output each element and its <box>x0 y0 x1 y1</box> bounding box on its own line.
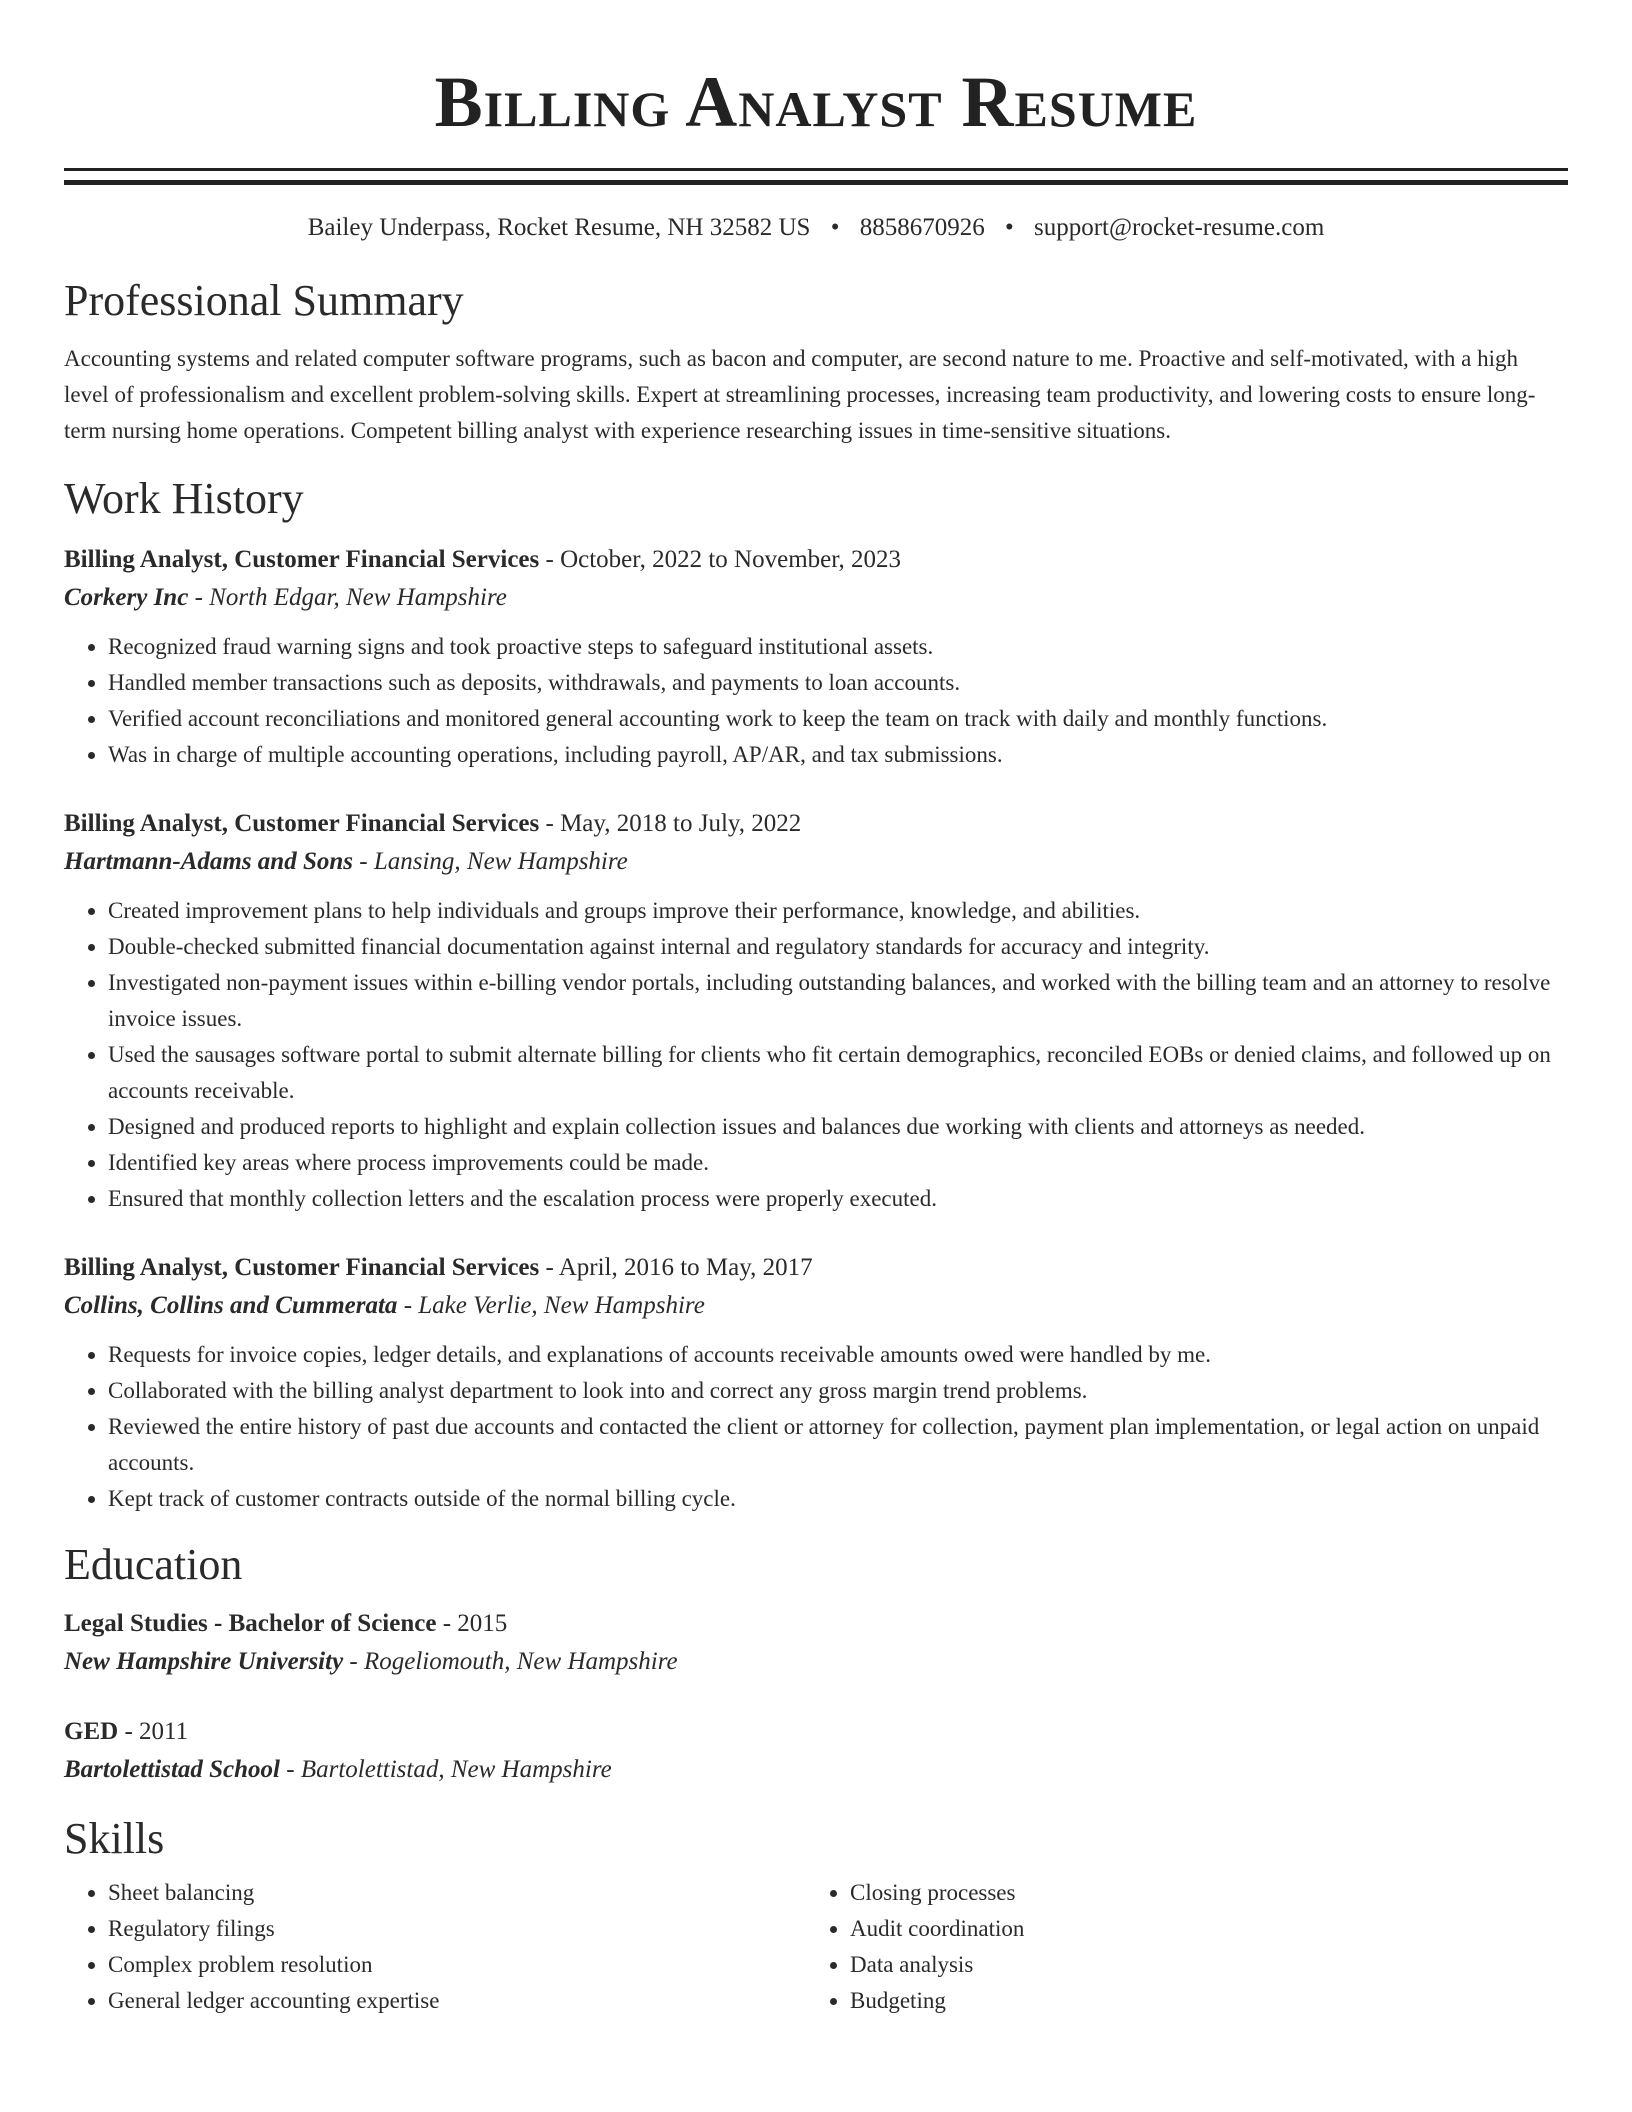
education-degree-line <box>64 1605 1568 1643</box>
title-double-rule <box>64 168 1568 185</box>
education-entry <box>64 1713 1568 1789</box>
job-bullets <box>64 1337 1568 1517</box>
education-year: - 2015 <box>436 1610 508 1637</box>
job-bullet: • Ensured that monthly collection letters and the escalation process were properly executed. <box>108 1181 1568 1217</box>
bullet-separator: • <box>1004 214 1014 241</box>
job-location: - North Edgar, New Hampshire <box>188 584 507 611</box>
job-entry <box>64 1249 1568 1517</box>
job-bullet: • Handled member transactions such as deposits, withdrawals, and payments to loan accounts. <box>108 665 1568 701</box>
skills-column-left <box>64 1875 806 2019</box>
section-heading-summary: Professional Summary <box>64 276 464 325</box>
skills-list <box>64 1875 806 2019</box>
job-company-line <box>64 579 1568 617</box>
job-bullet: • Used the sausages software portal to submit alternate billing for clients who fit certain demographics, reconciled EOBs or denied claims, and followed up on accounts receivable. <box>108 1037 1568 1109</box>
job-bullet: • Collaborated with the billing analyst department to look into and correct any gross margin trend problems. <box>108 1373 1568 1409</box>
section-heading-education: Education <box>64 1540 243 1589</box>
education-location: - Rogeliomouth, New Hampshire <box>343 1648 678 1675</box>
job-dates: - October, 2022 to November, 2023 <box>539 546 902 573</box>
job-dates: - May, 2018 to July, 2022 <box>539 810 802 837</box>
education-school: New Hampshire University <box>64 1648 344 1675</box>
job-bullet: • Designed and produced reports to highlight and explain collection issues and balances due working with clients and attorneys as needed. <box>108 1109 1568 1145</box>
job-title-line <box>64 1249 1568 1287</box>
job-title-line <box>64 805 1568 843</box>
education-degree: GED <box>64 1718 119 1745</box>
job-entry <box>64 805 1568 1217</box>
education-school-line <box>64 1751 1568 1789</box>
contact-line <box>64 211 1568 245</box>
job-title: Billing Analyst, Customer Financial Services <box>64 1254 540 1281</box>
resume-title: Billing Analyst Resume <box>434 62 1198 142</box>
job-company: Collins, Collins and Cummerata <box>64 1292 398 1319</box>
education-entry <box>64 1605 1568 1681</box>
job-company-line <box>64 1287 1568 1325</box>
job-bullet: • Requests for invoice copies, ledger details, and explanations of accounts receivable amounts owed were handled by me. <box>108 1337 1568 1373</box>
job-title: Billing Analyst, Customer Financial Services <box>64 546 540 573</box>
skill-item: • Budgeting <box>850 1983 1548 2019</box>
skill-item: • Closing processes <box>850 1875 1548 1911</box>
job-bullet: • Created improvement plans to help individuals and groups improve their performance, knowledge, and abilities. <box>108 893 1568 929</box>
skill-item: • Regulatory filings <box>108 1911 806 1947</box>
job-company-line <box>64 843 1568 881</box>
education-school-line <box>64 1643 1568 1681</box>
job-bullet: • Verified account reconciliations and monitored general accounting work to keep the team on track with daily and monthly functions. <box>108 701 1568 737</box>
skill-item: • Sheet balancing <box>108 1875 806 1911</box>
contact-email[interactable]: support@rocket-resume.com <box>1033 214 1325 241</box>
job-company: Hartmann-Adams and Sons <box>64 848 353 875</box>
job-location: - Lansing, New Hampshire <box>353 848 628 875</box>
education-location: - Bartolettistad, New Hampshire <box>280 1756 612 1783</box>
job-bullet: • Identified key areas where process improvements could be made. <box>108 1145 1568 1181</box>
section-heading-skills: Skills <box>64 1814 165 1863</box>
job-bullet: • Kept track of customer contracts outside of the normal billing cycle. <box>108 1481 1568 1517</box>
contact-phone: 8858670926 <box>859 214 985 241</box>
skill-item: • General ledger accounting expertise <box>108 1983 806 2019</box>
job-bullet: • Investigated non-payment issues within e-billing vendor portals, including outstanding balances, and worked with the billing team and an attorney to resolve invoice issues. <box>108 965 1568 1037</box>
job-bullets <box>64 893 1568 1217</box>
education-year: - 2011 <box>118 1718 189 1745</box>
job-entry <box>64 541 1568 773</box>
education-degree: Legal Studies - Bachelor of Science <box>64 1610 437 1637</box>
job-bullet: • Double-checked submitted financial documentation against internal and regulatory standards for accuracy and integrity. <box>108 929 1568 965</box>
skill-item: • Complex problem resolution <box>108 1947 806 1983</box>
skill-item: • Data analysis <box>850 1947 1548 1983</box>
job-title: Billing Analyst, Customer Financial Services <box>64 810 540 837</box>
skills-grid <box>64 1875 1568 2019</box>
job-dates: - April, 2016 to May, 2017 <box>539 1254 813 1281</box>
job-bullet: • Reviewed the entire history of past due accounts and contacted the client or attorney for collection, payment plan implementation, or legal action on unpaid accounts. <box>108 1409 1568 1481</box>
bullet-separator: • <box>830 214 840 241</box>
summary-text: Accounting systems and related computer software programs, such as bacon and computer, are second nature to me. Proactive and self-motivated, with a high level of professionalism and excellent problem-solving skills. Expert at streamlining processes, increasing team productivity, and lowering costs to ensure long-term nursing home operations. Competent billing analyst with experience researching issues in time-sensitive situations. <box>64 346 1536 443</box>
job-bullets <box>64 629 1568 773</box>
education-degree-line <box>64 1713 1568 1751</box>
section-heading-work-history: Work History <box>64 474 304 523</box>
job-title-line <box>64 541 1568 579</box>
education-school: Bartolettistad School <box>64 1756 281 1783</box>
contact-address: Bailey Underpass, Rocket Resume, NH 32582 US <box>307 214 811 241</box>
skill-item: • Audit coordination <box>850 1911 1548 1947</box>
skills-column-right <box>806 1875 1548 2019</box>
skills-list <box>806 1875 1548 2019</box>
job-company: Corkery Inc <box>64 584 189 611</box>
job-bullet: • Recognized fraud warning signs and took proactive steps to safeguard institutional assets. <box>108 629 1568 665</box>
job-bullet: • Was in charge of multiple accounting operations, including payroll, AP/AR, and tax submissions. <box>108 737 1568 773</box>
job-location: - Lake Verlie, New Hampshire <box>397 1292 705 1319</box>
